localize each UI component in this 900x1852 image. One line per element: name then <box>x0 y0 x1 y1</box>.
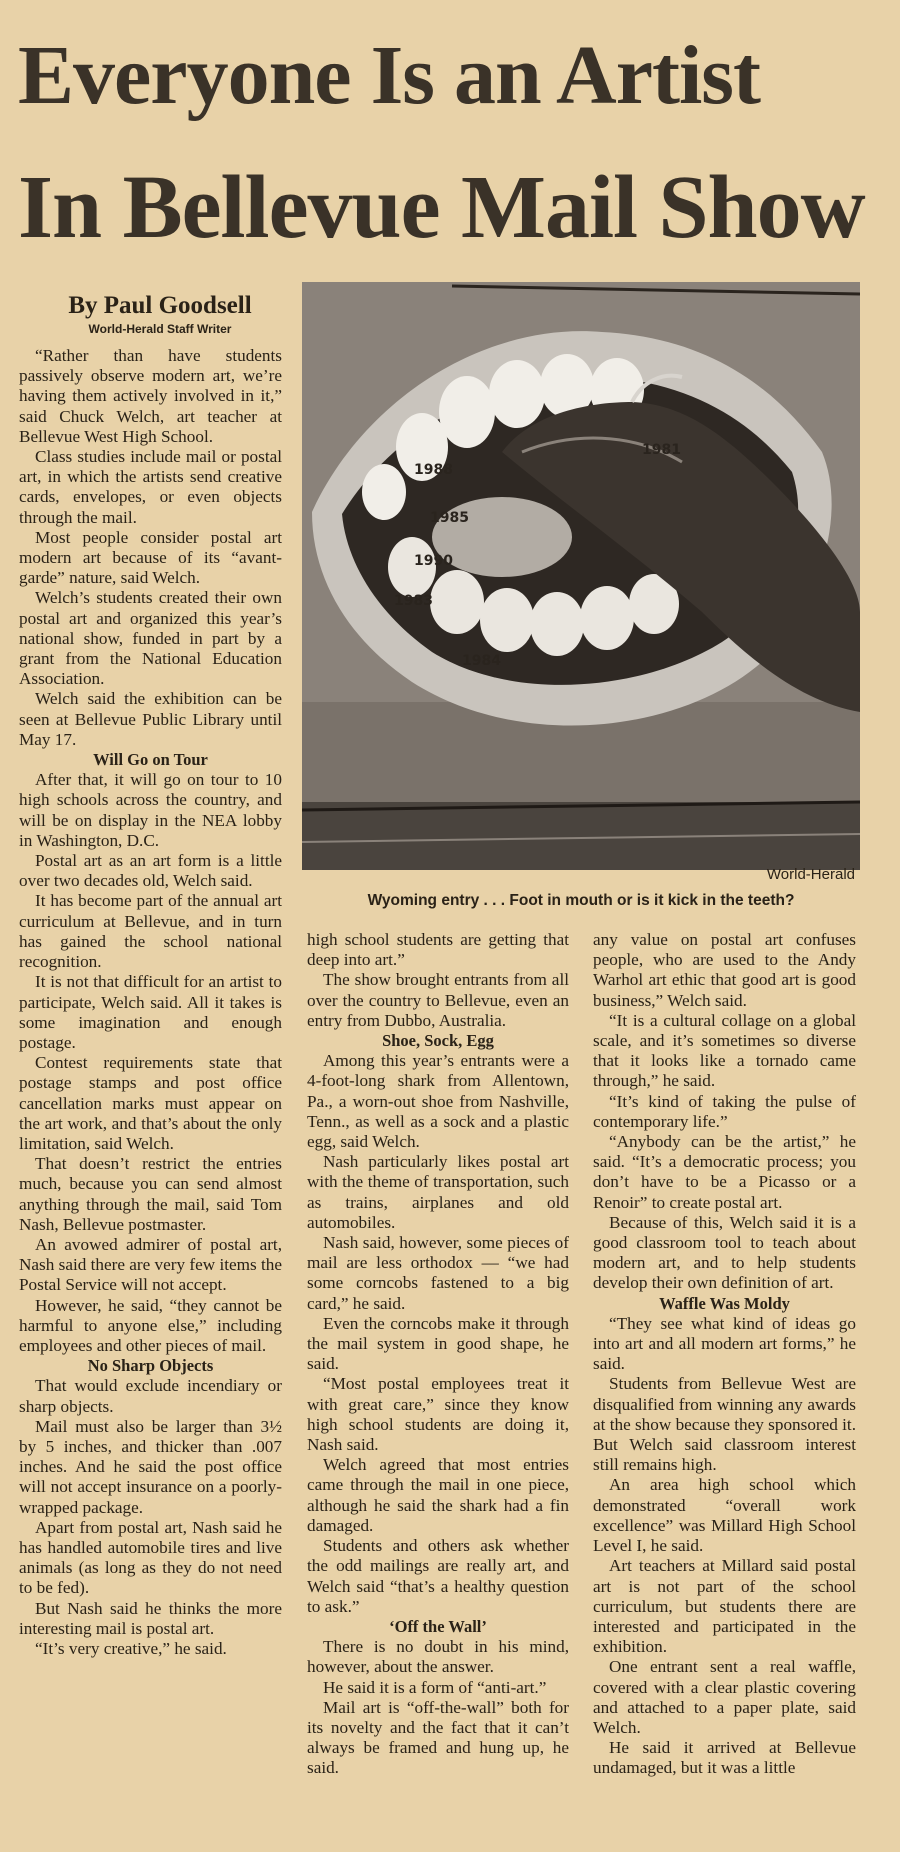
paragraph: Nash said, however, some pieces of mail are less orthodox — “we had some corncobs fastened to a big card,” he said. <box>307 1233 569 1313</box>
photo-label-1988: 1988 <box>414 462 453 478</box>
paragraph: Art teachers at Millard said postal art is not part of the school curriculum, but students there are interested and participated in the exhibition. <box>593 1556 856 1657</box>
byline <box>30 292 290 336</box>
paragraph: There is no doubt in his mind, however, about the answer. <box>307 1637 569 1677</box>
photo-credit: World-Herald <box>766 866 855 883</box>
paragraph: Welch agreed that most entries came through the mail in one piece, although he said the shark had a fin damaged. <box>307 1455 569 1535</box>
paragraph: “It is a cultural collage on a global scale, and it’s sometimes so diverse that it looks like a tornado came through,” he said. <box>593 1010 856 1091</box>
paragraph: That would exclude incendiary or sharp objects. <box>19 1376 282 1416</box>
headline-line-2: In Bellevue Mail Show <box>18 158 865 257</box>
photo-mouth <box>302 282 860 870</box>
photo-label-1985: 1985 <box>430 510 469 526</box>
paragraph: An area high school which demonstrated “overall work excellence” was Millard High School Level I, he said. <box>593 1475 856 1556</box>
photo-label-1983: 1983 <box>394 593 433 609</box>
paragraph: Students and others ask whether the odd mailings are really art, and Welch said “that’s a healthy question to ask.” <box>307 1536 569 1616</box>
paragraph: Class studies include mail or postal art, in which the artists send creative cards, envelopes, or even objects through the mail. <box>19 447 282 527</box>
byline-author: By Paul Goodsell <box>68 292 252 319</box>
paragraph: “It’s kind of taking the pulse of contemporary life.” <box>593 1091 856 1131</box>
paragraph: It has become part of the annual art curriculum at Bellevue, and in turn has gained the school national recognition. <box>19 891 282 972</box>
subheading: No Sharp Objects <box>87 1356 214 1376</box>
paragraph: But Nash said he thinks the more interesting mail is postal art. <box>19 1598 282 1638</box>
paragraph: Most people consider postal art modern art because of its “avant-garde” nature, said Welch. <box>19 527 282 588</box>
paragraph: Because of this, Welch said it is a good classroom tool to teach about modern art, and to help students develop their own definition of art. <box>593 1212 856 1293</box>
paragraph: Postal art as an art form is a little over two decades old, Welch said. <box>19 851 282 891</box>
paragraph: Mail art is “off-the-wall” both for its novelty and the fact that it can’t always be framed and hung up, he said. <box>307 1697 569 1778</box>
paragraph: One entrant sent a real waffle, covered with a clear plastic covering and attached to a paper plate, said Welch. <box>593 1657 856 1737</box>
paragraph: “Rather than have students passively observe modern art, we’re having them actively involved in it,” said Chuck Welch, art teacher at Bellevue West High School. <box>19 346 282 446</box>
paragraph: any value on postal art confuses people, who are used to the Andy Warhol art ethic that good art is good business,” Welch said. <box>593 930 856 1010</box>
paragraph: Apart from postal art, Nash said he has handled automobile tires and live animals (as long as they do not need to be fed). <box>19 1517 282 1598</box>
paragraph: After that, it will go on tour to 10 high schools across the country, and will be on display in the NEA lobby in Washington, D.C. <box>19 770 282 850</box>
paragraph: He said it is a form of “anti-art.” <box>323 1677 547 1697</box>
paragraph: Students from Bellevue West are disqualified from winning any awards at the show because they sponsored it. But Welch said classroom interest still remains high. <box>593 1374 856 1475</box>
headline <box>18 26 888 258</box>
subheading: ‘Off the Wall’ <box>389 1616 487 1636</box>
paragraph: “Anybody can be the artist,” he said. “It’s a democratic process; you don’t have to be a Picasso or a Renoir” to create postal art. <box>593 1132 856 1212</box>
photo-caption: Wyoming entry . . . Foot in mouth or is it kick in the teeth? <box>367 892 795 909</box>
paragraph: Welch’s students created their own postal art and organized this year’s national show, funded in part by a grant from the National Education Association. <box>19 588 282 689</box>
article-column-2 <box>307 930 569 1850</box>
paragraph: Contest requirements state that postage stamps and post office cancellation marks must appear on the art work, and that’s about the only limitation, said Welch. <box>19 1053 282 1153</box>
paragraph: Nash particularly likes postal art with the theme of transportation, such as trains, airplanes and old automobiles. <box>307 1152 569 1232</box>
paragraph: That doesn’t restrict the entries much, because you can send almost anything through the mail, said Tom Nash, Bellevue postmaster. <box>19 1154 282 1234</box>
paragraph: An avowed admirer of postal art, Nash said there are very few items the Postal Service will not accept. <box>19 1234 282 1295</box>
paragraph: However, he said, “they cannot be harmful to anyone else,” including employees and other pieces of mail. <box>19 1295 282 1355</box>
subheading: Will Go on Tour <box>93 750 208 770</box>
subheading: Shoe, Sock, Egg <box>382 1031 494 1051</box>
paragraph: Even the corncobs make it through the mail system in good shape, he said. <box>307 1313 569 1374</box>
subheading: Waffle Was Moldy <box>659 1293 790 1313</box>
article-column-1 <box>19 346 282 1846</box>
paragraph: “They see what kind of ideas go into art and all modern art forms,” he said. <box>593 1313 856 1374</box>
paragraph: Welch said the exhibition can be seen at Bellevue Public Library until May 17. <box>19 689 282 749</box>
byline-title: World-Herald Staff Writer <box>88 322 232 336</box>
photo-illustration <box>302 282 860 870</box>
paragraph: “Most postal employees treat it with great care,” since they know high school students are doing it, Nash said. <box>307 1374 569 1455</box>
article-column-3 <box>593 930 856 1850</box>
paragraph: The show brought entrants from all over the country to Bellevue, even an entry from Dubbo, Australia. <box>307 970 569 1030</box>
paragraph: high school students are getting that deep into art.” <box>307 930 569 970</box>
photo-label-1990: 1990 <box>414 553 453 569</box>
photo-label-1981: 1981 <box>642 442 681 458</box>
headline-line-1: Everyone Is an Artist <box>18 29 760 122</box>
paragraph: It is not that difficult for an artist to participate, Welch said. All it takes is some imagination and enough postage. <box>19 972 282 1052</box>
photo-label-1984: 1984 <box>462 653 501 669</box>
paragraph: “It’s very creative,” he said. <box>35 1639 227 1658</box>
paragraph: Among this year’s entrants were a 4-foot-long shark from Allentown, Pa., a worn-out shoe from Nashville, Tenn., as well as a sock and a plastic egg, said Welch. <box>307 1051 569 1152</box>
paragraph: He said it arrived at Bellevue undamaged, but it was a little <box>593 1738 856 1778</box>
paragraph: Mail must also be larger than 3½ by 5 inches, and thicker than .007 inches. And he said the post office will not accept insurance on a poorly-wrapped package. <box>19 1416 282 1517</box>
